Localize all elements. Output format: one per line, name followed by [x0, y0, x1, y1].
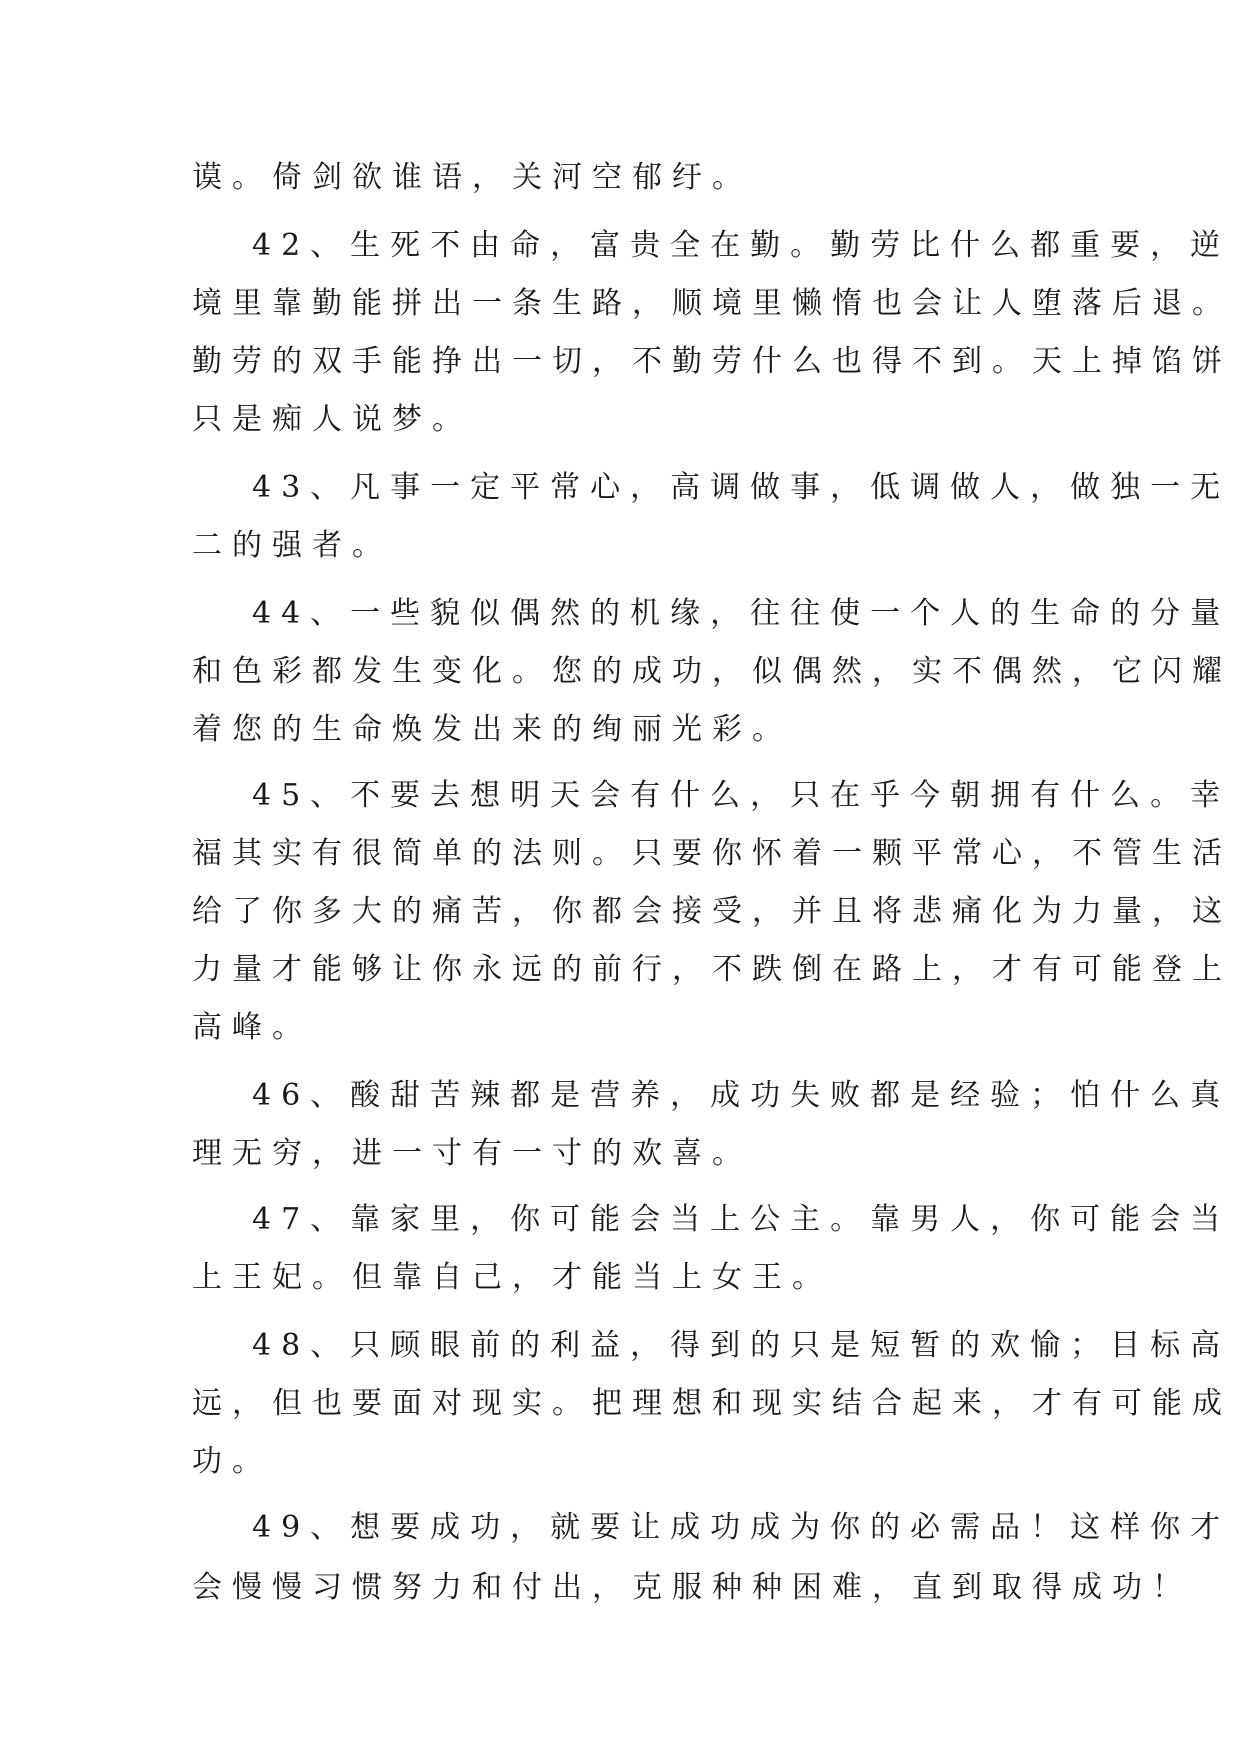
text-line: 上王妃。但靠自己，才能当上女王。 — [192, 1260, 832, 1295]
text-line: 谟。倚剑欲谁语，关河空郁纡。 — [192, 160, 752, 195]
text-line: 只是痴人说梦。 — [192, 402, 472, 437]
paragraph-48-line: 48、只顾眼前的利益，得到的只是短暂的欢愉；目标高 — [252, 1328, 1231, 1363]
paragraph-43-line: 43、凡事一定平常心，高调做事，低调做人，做独一无 — [252, 470, 1231, 505]
text-line: 力量才能够让你永远的前行，不跌倒在路上，才有可能登上 — [192, 952, 1232, 987]
paragraph-45-line: 45、不要去想明天会有什么，只在乎今朝拥有什么。幸 — [252, 778, 1231, 813]
paragraph-49-line: 49、想要成功，就要让成功成为你的必需品！这样你才 — [252, 1510, 1231, 1545]
paragraph-42-line: 42、生死不由命，富贵全在勤。勤劳比什么都重要，逆 — [252, 228, 1231, 263]
paragraph-47-line: 47、靠家里，你可能会当上公主。靠男人，你可能会当 — [252, 1202, 1231, 1237]
text-line: 会慢慢习惯努力和付出，克服种种困难，直到取得成功！ — [192, 1570, 1192, 1605]
text-line: 远，但也要面对现实。把理想和现实结合起来，才有可能成 — [192, 1386, 1232, 1421]
text-line: 理无穷，进一寸有一寸的欢喜。 — [192, 1136, 752, 1171]
text-line: 和色彩都发生变化。您的成功，似偶然，实不偶然，它闪耀 — [192, 654, 1232, 689]
paragraph-46-line: 46、酸甜苦辣都是营养，成功失败都是经验；怕什么真 — [252, 1078, 1231, 1113]
paragraph-44-line: 44、一些貌似偶然的机缘，往往使一个人的生命的分量 — [252, 596, 1231, 631]
text-line: 给了你多大的痛苦，你都会接受，并且将悲痛化为力量，这 — [192, 894, 1232, 929]
text-line: 境里靠勤能拼出一条生路，顺境里懒惰也会让人堕落后退。 — [192, 286, 1232, 321]
text-line: 高峰。 — [192, 1010, 312, 1045]
text-line: 勤劳的双手能挣出一切，不勤劳什么也得不到。天上掉馅饼 — [192, 344, 1232, 379]
text-line: 二的强者。 — [192, 528, 392, 563]
text-line: 着您的生命焕发出来的绚丽光彩。 — [192, 712, 792, 747]
text-line: 福其实有很简单的法则。只要你怀着一颗平常心，不管生活 — [192, 836, 1232, 871]
text-line: 功。 — [192, 1444, 272, 1479]
